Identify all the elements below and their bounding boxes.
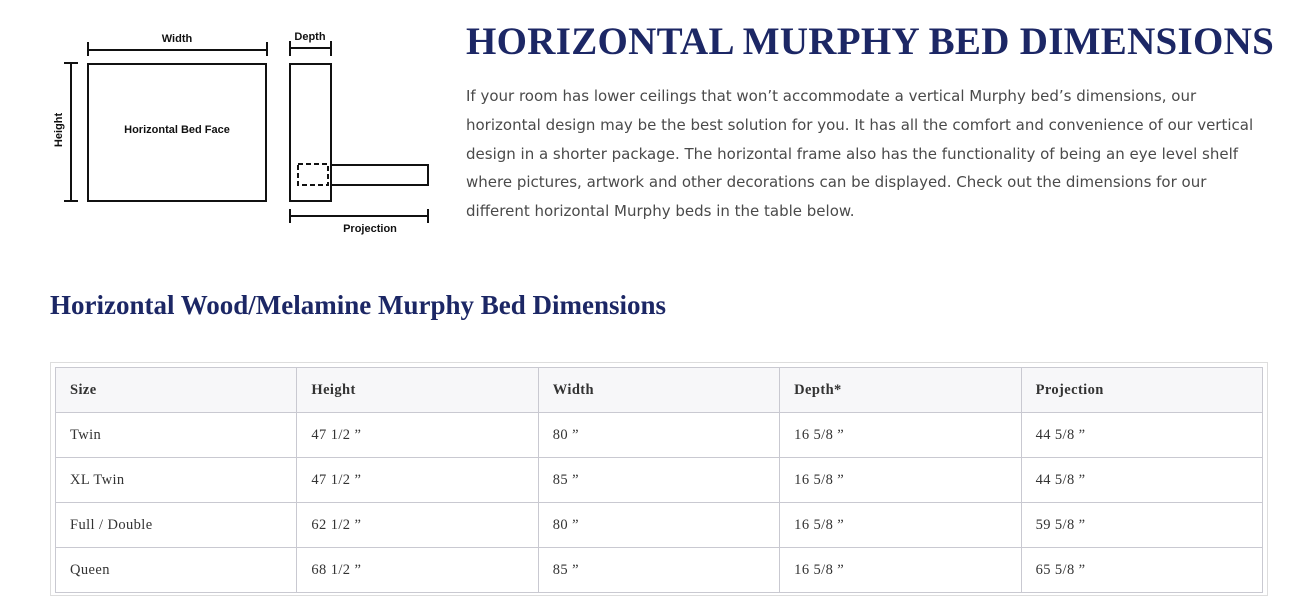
header-size: Size [56, 368, 297, 413]
table-row [56, 548, 1263, 593]
cell-height: 47 1/2 ” [297, 413, 538, 458]
intro-paragraph: If your room has lower ceilings that won’t accommodate a vertical Murphy bed’s dimensions, our horizontal design may be the best solution for you. It has all the comfort and convenience of our vertical design in a shorter package. The horizontal frame also has the functionality of being an eye level shelf where pictures, artwork and other decorations can be displayed. Check out the dimensions for our different horizontal Murphy beds in the table below. [466, 87, 1254, 221]
cell-depth: 16 5/8 ” [780, 503, 1021, 548]
table-row [56, 458, 1263, 503]
cell-size: Twin [56, 413, 297, 458]
header-depth: Depth* [780, 368, 1021, 413]
page-title: HORIZONTAL MURPHY BED DIMENSIONS [466, 20, 1275, 63]
cell-size: Full / Double [56, 503, 297, 548]
cell-projection: 44 5/8 ” [1021, 458, 1262, 503]
cell-height: 68 1/2 ” [297, 548, 538, 593]
cell-height: 62 1/2 ” [297, 503, 538, 548]
table-header-row [56, 368, 1263, 413]
header-projection: Projection [1021, 368, 1262, 413]
cell-width: 85 ” [538, 458, 779, 503]
section-title: Horizontal Wood/Melamine Murphy Bed Dimensions [50, 290, 667, 320]
folded-bed-dashed-outline [298, 164, 328, 185]
cell-width: 80 ” [538, 413, 779, 458]
bed-face-label: Horizontal Bed Face [124, 124, 230, 136]
table-row [56, 503, 1263, 548]
depth-label: Depth [294, 31, 326, 43]
projection-label: Projection [343, 223, 397, 235]
cell-width: 80 ” [538, 503, 779, 548]
header-width: Width [538, 368, 779, 413]
cell-height: 47 1/2 ” [297, 458, 538, 503]
dimensions-table [55, 367, 1263, 593]
diagram-svg [50, 25, 440, 240]
cell-size: XL Twin [56, 458, 297, 503]
cell-depth: 16 5/8 ” [780, 548, 1021, 593]
cell-size: Queen [56, 548, 297, 593]
header-height: Height [297, 368, 538, 413]
dimensions-table-container [50, 362, 1268, 596]
projection-extension [331, 165, 428, 185]
side-profile-rect [290, 64, 331, 201]
cell-projection: 59 5/8 ” [1021, 503, 1262, 548]
cell-width: 85 ” [538, 548, 779, 593]
height-label: Height [53, 112, 65, 148]
cell-projection: 65 5/8 ” [1021, 548, 1262, 593]
bed-dimension-diagram [50, 25, 440, 240]
width-label: Width [161, 33, 193, 45]
table-row [56, 413, 1263, 458]
cell-depth: 16 5/8 ” [780, 413, 1021, 458]
cell-projection: 44 5/8 ” [1021, 413, 1262, 458]
cell-depth: 16 5/8 ” [780, 458, 1021, 503]
